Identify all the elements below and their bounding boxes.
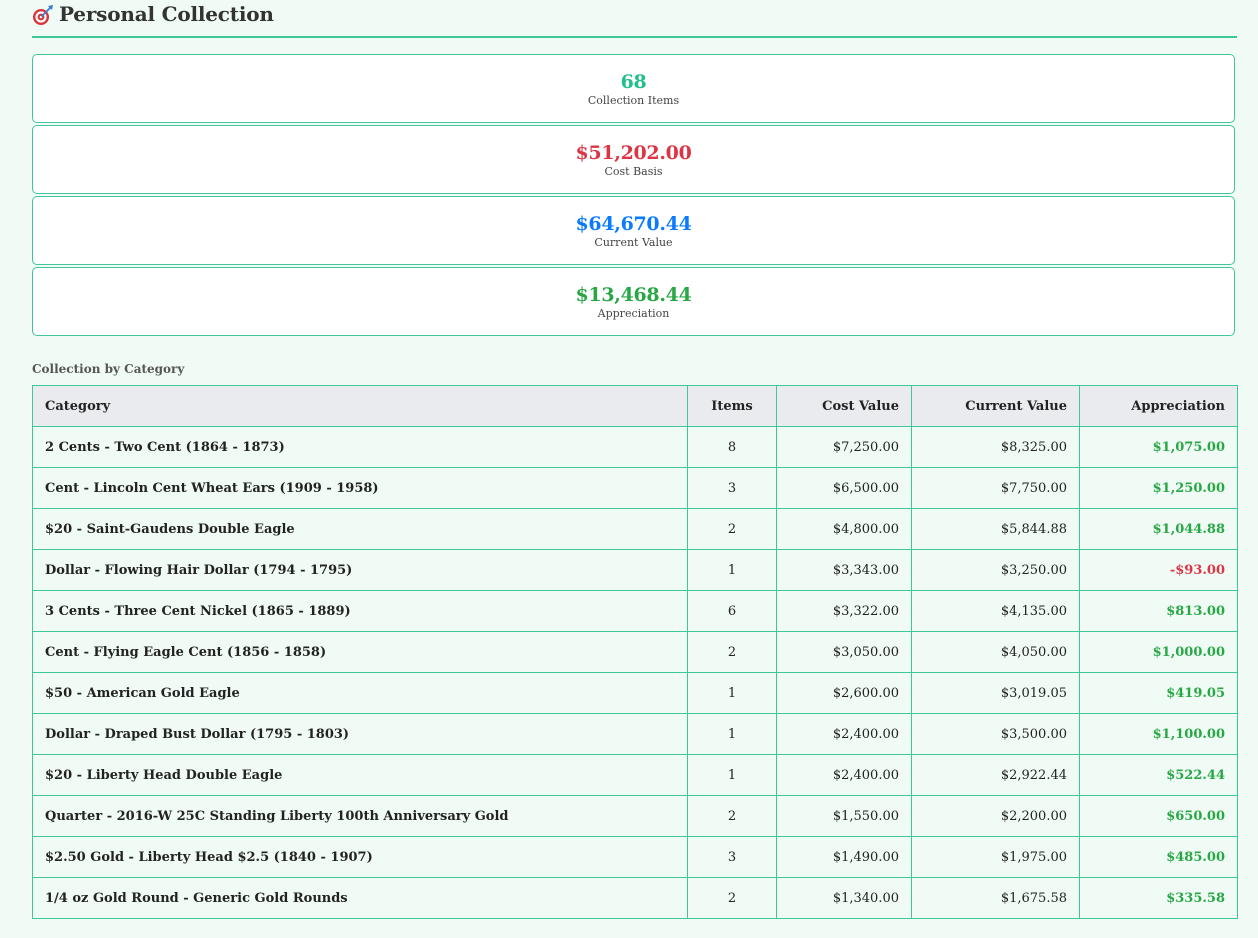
cell-category: Cent - Lincoln Cent Wheat Ears (1909 - 1958) [33,468,688,509]
column-header-appreciation[interactable]: Appreciation [1080,386,1238,427]
cell-current-value: $4,135.00 [912,591,1080,632]
cell-items: 2 [688,632,777,673]
cell-current-value: $3,250.00 [912,550,1080,591]
page-title: Personal Collection [59,2,274,26]
cell-appreciation: $1,100.00 [1080,714,1238,755]
cell-appreciation: $1,250.00 [1080,468,1238,509]
cell-appreciation: $1,000.00 [1080,632,1238,673]
cell-cost-value: $2,400.00 [777,714,912,755]
cell-category: Cent - Flying Eagle Cent (1856 - 1858) [33,632,688,673]
cell-items: 3 [688,837,777,878]
cell-items: 1 [688,755,777,796]
category-table [32,385,1238,919]
cell-appreciation: $335.58 [1080,878,1238,919]
cell-items: 3 [688,468,777,509]
cell-category: Dollar - Draped Bust Dollar (1795 - 1803) [33,714,688,755]
cell-items: 2 [688,509,777,550]
cell-appreciation: $485.00 [1080,837,1238,878]
cell-items: 1 [688,673,777,714]
cell-current-value: $1,675.58 [912,878,1080,919]
cell-appreciation: $1,075.00 [1080,427,1238,468]
cell-items: 1 [688,550,777,591]
table-row[interactable] [33,878,1238,919]
stat-value: $51,202.00 [575,142,692,164]
cell-cost-value: $2,600.00 [777,673,912,714]
stat-value: $64,670.44 [575,213,692,235]
column-header-items[interactable]: Items [688,386,777,427]
stat-card-current-value [32,196,1235,265]
cell-current-value: $7,750.00 [912,468,1080,509]
stat-value: 68 [620,71,647,93]
table-body [33,427,1238,919]
cell-appreciation: $813.00 [1080,591,1238,632]
cell-category: 2 Cents - Two Cent (1864 - 1873) [33,427,688,468]
table-row[interactable] [33,427,1238,468]
cell-cost-value: $3,343.00 [777,550,912,591]
cell-current-value: $2,922.44 [912,755,1080,796]
cell-category: $2.50 Gold - Liberty Head $2.5 (1840 - 1907) [33,837,688,878]
cell-items: 2 [688,796,777,837]
cell-cost-value: $1,340.00 [777,878,912,919]
table-row[interactable] [33,796,1238,837]
table-row[interactable] [33,550,1238,591]
cell-items: 8 [688,427,777,468]
table-row[interactable] [33,591,1238,632]
cell-cost-value: $4,800.00 [777,509,912,550]
table-row[interactable] [33,509,1238,550]
cell-category: 1/4 oz Gold Round - Generic Gold Rounds [33,878,688,919]
column-header-cost-value[interactable]: Cost Value [777,386,912,427]
stat-label: Collection Items [587,94,680,107]
cell-category: Dollar - Flowing Hair Dollar (1794 - 1795) [33,550,688,591]
cell-category: 3 Cents - Three Cent Nickel (1865 - 1889) [33,591,688,632]
cell-items: 2 [688,878,777,919]
table-row[interactable] [33,837,1238,878]
cell-category: $20 - Saint-Gaudens Double Eagle [33,509,688,550]
cell-cost-value: $1,550.00 [777,796,912,837]
cell-cost-value: $6,500.00 [777,468,912,509]
cell-cost-value: $1,490.00 [777,837,912,878]
cell-current-value: $1,975.00 [912,837,1080,878]
cell-cost-value: $3,322.00 [777,591,912,632]
stat-card-cost-basis [32,125,1235,194]
table-row[interactable] [33,468,1238,509]
cell-current-value: $8,325.00 [912,427,1080,468]
cell-category: Quarter - 2016-W 25C Standing Liberty 100th Anniversary Gold [33,796,688,837]
target-icon [32,4,54,26]
table-header-row [33,386,1238,427]
cell-appreciation: $650.00 [1080,796,1238,837]
cell-current-value: $3,019.05 [912,673,1080,714]
cell-cost-value: $3,050.00 [777,632,912,673]
cell-current-value: $5,844.88 [912,509,1080,550]
column-header-category[interactable]: Category [33,386,688,427]
stat-label: Cost Basis [604,165,663,178]
table-row[interactable] [33,714,1238,755]
cell-current-value: $4,050.00 [912,632,1080,673]
table-row[interactable] [33,673,1238,714]
stat-card-appreciation [32,267,1235,336]
cell-appreciation: $1,044.88 [1080,509,1238,550]
page-header [32,0,1237,38]
stat-card-collection-items [32,54,1235,123]
cell-cost-value: $2,400.00 [777,755,912,796]
cell-appreciation: $419.05 [1080,673,1238,714]
cell-category: $20 - Liberty Head Double Eagle [33,755,688,796]
table-row[interactable] [33,632,1238,673]
cell-category: $50 - American Gold Eagle [33,673,688,714]
section-title-collection-by-category: Collection by Category [32,362,185,376]
cell-current-value: $3,500.00 [912,714,1080,755]
stat-value: $13,468.44 [575,284,692,306]
column-header-current-value[interactable]: Current Value [912,386,1080,427]
cell-items: 1 [688,714,777,755]
cell-items: 6 [688,591,777,632]
table-row[interactable] [33,755,1238,796]
cell-cost-value: $7,250.00 [777,427,912,468]
cell-appreciation: $522.44 [1080,755,1238,796]
cell-current-value: $2,200.00 [912,796,1080,837]
stat-label: Appreciation [597,307,670,320]
cell-appreciation: -$93.00 [1080,550,1238,591]
stat-label: Current Value [594,236,673,249]
